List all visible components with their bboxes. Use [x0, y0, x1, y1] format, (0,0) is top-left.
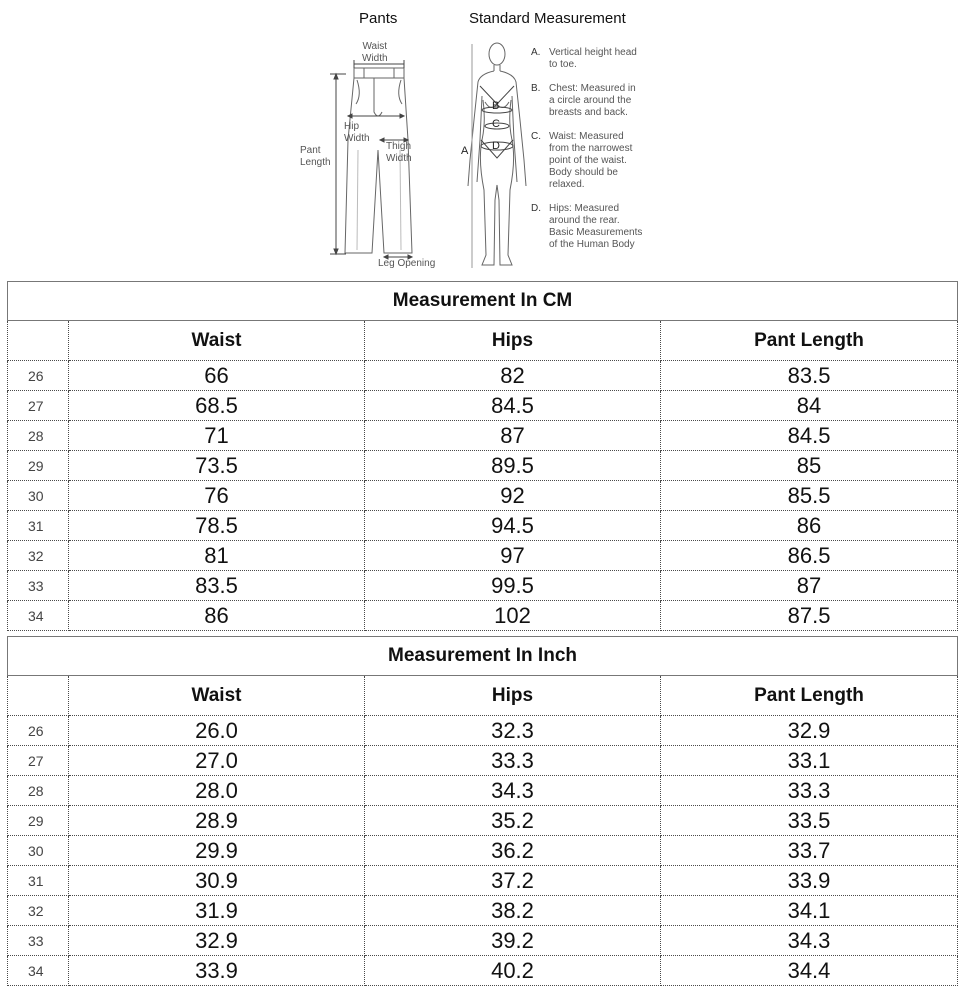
size-cell: 32 — [8, 896, 69, 926]
hips-cell: 38.2 — [365, 896, 661, 926]
header-size — [8, 321, 69, 361]
hips-cell: 34.3 — [365, 776, 661, 806]
pant-length-cell: 33.7 — [661, 836, 958, 866]
table-row — [8, 481, 958, 511]
pant-length-cell: 86.5 — [661, 541, 958, 571]
hips-cell: 94.5 — [365, 511, 661, 541]
table-row — [8, 361, 958, 391]
table-row — [8, 746, 958, 776]
cm-table-body — [8, 361, 958, 631]
legend-letter-a: A. — [531, 47, 541, 58]
hips-cell: 36.2 — [365, 836, 661, 866]
size-cell: 27 — [8, 746, 69, 776]
size-cell: 29 — [8, 806, 69, 836]
table-row — [8, 601, 958, 631]
header-hips: Hips — [365, 321, 661, 361]
table-row — [8, 956, 958, 986]
pant-length-label: Pant Length — [300, 145, 331, 168]
waist-cell: 26.0 — [69, 716, 365, 746]
legend-text-d: Hips: Measured around the rear. Basic Measurements of the Human Body — [549, 203, 643, 250]
waist-cell: 68.5 — [69, 391, 365, 421]
size-cell: 28 — [8, 776, 69, 806]
hips-cell: 40.2 — [365, 956, 661, 986]
table-row — [8, 451, 958, 481]
header-pant-length: Pant Length — [661, 676, 958, 716]
cm-table-section — [7, 281, 957, 631]
legend-letter-b: B. — [531, 83, 541, 94]
table-row — [8, 541, 958, 571]
hips-cell: 32.3 — [365, 716, 661, 746]
table-row — [8, 391, 958, 421]
pant-length-cell: 84 — [661, 391, 958, 421]
table-title-row — [8, 282, 958, 321]
table-row — [8, 866, 958, 896]
pant-length-cell: 84.5 — [661, 421, 958, 451]
pant-length-cell: 32.9 — [661, 716, 958, 746]
pant-length-cell: 33.1 — [661, 746, 958, 776]
inch-table-body — [8, 716, 958, 986]
table-header-row — [8, 676, 958, 716]
legend-letter-d: D. — [531, 203, 541, 214]
waist-cell: 73.5 — [69, 451, 365, 481]
table-row — [8, 776, 958, 806]
table-row — [8, 926, 958, 956]
size-cell: 31 — [8, 511, 69, 541]
waist-width-label: Waist Width — [362, 41, 388, 64]
hips-cell: 35.2 — [365, 806, 661, 836]
waist-cell: 83.5 — [69, 571, 365, 601]
legend-text-a: Vertical height head to toe. — [549, 47, 637, 70]
standard-measurement-title: Standard Measurement — [469, 10, 626, 27]
header-pant-length: Pant Length — [661, 321, 958, 361]
pant-length-cell: 86 — [661, 511, 958, 541]
legend-text-b: Chest: Measured in a circle around the breasts and back. — [549, 83, 636, 118]
cm-table-title: Measurement In CM — [8, 282, 958, 321]
hips-cell: 37.2 — [365, 866, 661, 896]
header-waist: Waist — [69, 676, 365, 716]
hips-cell: 82 — [365, 361, 661, 391]
waist-cell: 28.0 — [69, 776, 365, 806]
size-cell: 27 — [8, 391, 69, 421]
table-row — [8, 836, 958, 866]
pant-length-cell: 87.5 — [661, 601, 958, 631]
waist-cell: 78.5 — [69, 511, 365, 541]
hips-cell: 99.5 — [365, 571, 661, 601]
size-cell: 34 — [8, 956, 69, 986]
legend-text-c: Waist: Measured from the narrowest point of the waist. Body should be relaxed. — [549, 131, 633, 190]
hips-cell: 92 — [365, 481, 661, 511]
waist-cell: 71 — [69, 421, 365, 451]
table-row — [8, 896, 958, 926]
diagram-illustration — [0, 0, 962, 276]
header-size — [8, 676, 69, 716]
table-header-row — [8, 321, 958, 361]
hips-cell: 87 — [365, 421, 661, 451]
pants-title: Pants — [359, 10, 398, 27]
waist-cell: 30.9 — [69, 866, 365, 896]
waist-cell: 76 — [69, 481, 365, 511]
legend-letter-c: C. — [531, 131, 541, 142]
size-cell: 30 — [8, 836, 69, 866]
body-letter-a: A — [461, 145, 469, 157]
waist-cell: 66 — [69, 361, 365, 391]
size-cell: 33 — [8, 926, 69, 956]
pant-length-cell: 85 — [661, 451, 958, 481]
size-cell: 32 — [8, 541, 69, 571]
pant-length-cell: 87 — [661, 571, 958, 601]
size-cell: 26 — [8, 716, 69, 746]
cm-size-table — [7, 281, 958, 631]
waist-cell: 28.9 — [69, 806, 365, 836]
hip-width-label: Hip Width — [344, 121, 370, 144]
size-cell: 30 — [8, 481, 69, 511]
body-letter-b: B — [492, 100, 500, 112]
waist-cell: 86 — [69, 601, 365, 631]
hips-cell: 102 — [365, 601, 661, 631]
waist-cell: 81 — [69, 541, 365, 571]
table-row — [8, 806, 958, 836]
size-cell: 28 — [8, 421, 69, 451]
body-letter-c: C — [492, 118, 500, 130]
pant-length-cell: 34.1 — [661, 896, 958, 926]
measurement-diagram — [0, 0, 962, 276]
pant-length-cell: 34.4 — [661, 956, 958, 986]
hips-cell: 84.5 — [365, 391, 661, 421]
pant-length-cell: 33.9 — [661, 866, 958, 896]
hips-cell: 97 — [365, 541, 661, 571]
body-figure-illustration — [468, 43, 526, 265]
waist-cell: 33.9 — [69, 956, 365, 986]
size-cell: 33 — [8, 571, 69, 601]
waist-cell: 32.9 — [69, 926, 365, 956]
table-title-row — [8, 637, 958, 676]
body-letter-d: D — [492, 140, 500, 152]
hips-cell: 33.3 — [365, 746, 661, 776]
inch-table-title: Measurement In Inch — [8, 637, 958, 676]
pant-length-cell: 34.3 — [661, 926, 958, 956]
size-cell: 26 — [8, 361, 69, 391]
size-cell: 34 — [8, 601, 69, 631]
size-cell: 29 — [8, 451, 69, 481]
inch-table-section — [7, 636, 957, 986]
hips-cell: 39.2 — [365, 926, 661, 956]
thigh-width-label: Thigh Width — [386, 141, 412, 164]
waist-cell: 31.9 — [69, 896, 365, 926]
pant-length-cell: 33.3 — [661, 776, 958, 806]
table-row — [8, 716, 958, 746]
table-row — [8, 511, 958, 541]
pant-length-cell: 33.5 — [661, 806, 958, 836]
hips-cell: 89.5 — [365, 451, 661, 481]
waist-cell: 27.0 — [69, 746, 365, 776]
header-waist: Waist — [69, 321, 365, 361]
table-row — [8, 421, 958, 451]
leg-opening-label: Leg Opening — [378, 258, 436, 269]
pant-length-cell: 85.5 — [661, 481, 958, 511]
pant-length-cell: 83.5 — [661, 361, 958, 391]
inch-size-table — [7, 636, 958, 986]
size-cell: 31 — [8, 866, 69, 896]
header-hips: Hips — [365, 676, 661, 716]
table-row — [8, 571, 958, 601]
waist-cell: 29.9 — [69, 836, 365, 866]
